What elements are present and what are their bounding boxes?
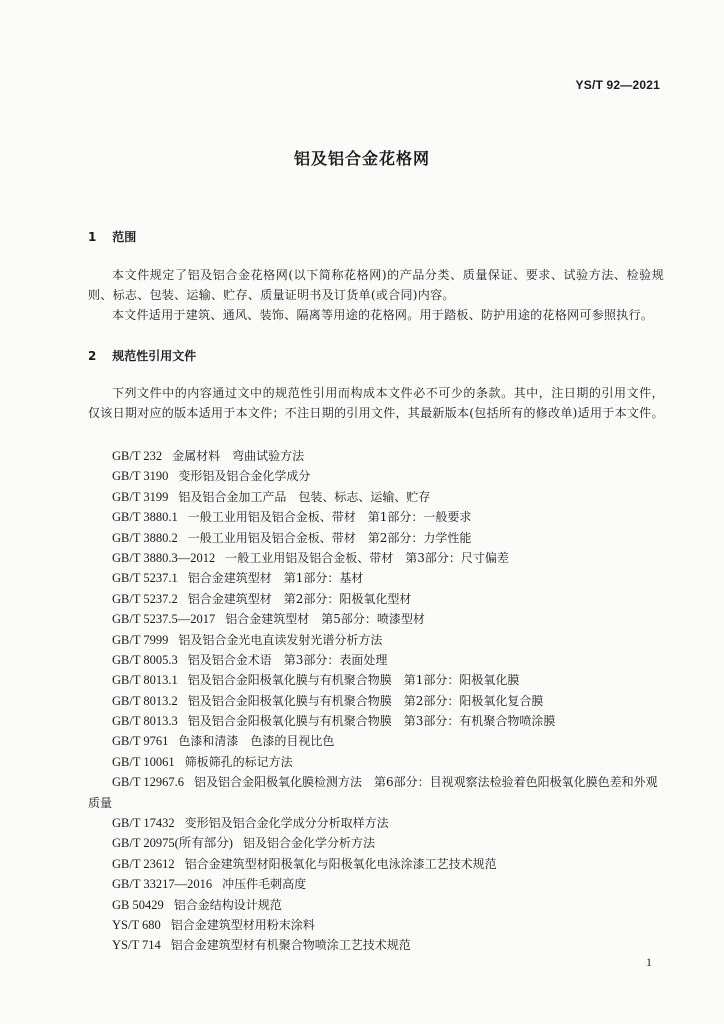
reference-title: 铝合金建筑型材阳极氧化与阳极氧化电泳涂漆工艺技术规范 xyxy=(184,856,497,871)
reference-code: GB/T 12967.6 xyxy=(112,775,184,790)
section-title: 规范性引用文件 xyxy=(112,349,197,363)
reference-code: GB/T 5237.5—2017 xyxy=(112,612,216,627)
reference-code: GB/T 9761 xyxy=(112,734,169,749)
reference-item xyxy=(88,731,664,751)
reference-title: 铝及铝合金术语 第3部分：表面处理 xyxy=(187,652,388,667)
reference-code: GB/T 5237.2 xyxy=(112,591,178,606)
reference-code: GB 50429 xyxy=(112,897,164,912)
reference-title: 色漆和清漆 色漆的目视比色 xyxy=(178,734,335,749)
reference-code: GB/T 8005.3 xyxy=(112,652,178,667)
reference-code: GB/T 8013.3 xyxy=(112,714,178,729)
reference-code: GB/T 3190 xyxy=(112,469,169,484)
intro-paragraph: 下列文件中的内容通过文中的规范性引用而构成本文件必不可少的条款。其中，注日期的引用文件，仅该日期对应的版本适用于本文件；不注日期的引用文件，其最新版本(包括所有的修改单)适用于本文件。 xyxy=(88,386,664,420)
reference-item xyxy=(88,507,664,527)
reference-item xyxy=(88,833,664,853)
reference-title: 铝及铝合金阳极氧化膜检测方法 第6部分：目视观察法检验着色阳极氧化膜色差和外观质量 xyxy=(88,775,658,810)
reference-title: 金属材料 弯曲试验方法 xyxy=(172,449,305,463)
reference-title: 变形铝及铝合金化学成分分析取样方法 xyxy=(184,816,389,831)
reference-code: GB/T 3880.3—2012 xyxy=(112,550,216,565)
reference-item xyxy=(88,895,664,915)
section-title: 范围 xyxy=(112,230,137,244)
reference-item xyxy=(88,711,664,731)
document-code: YS/T 92—2021 xyxy=(575,78,660,92)
reference-list xyxy=(88,446,664,956)
scope-paragraphs xyxy=(88,265,664,325)
reference-code: GB/T 5237.1 xyxy=(112,571,178,586)
references-intro xyxy=(88,383,664,423)
reference-item xyxy=(88,466,664,486)
reference-item xyxy=(88,874,664,894)
reference-item xyxy=(88,589,664,609)
section-number: 2 xyxy=(88,349,97,363)
reference-title: 铝及铝合金阳极氧化膜与有机聚合物膜 第2部分：阳极氧化复合膜 xyxy=(187,693,544,708)
reference-title: 铝及铝合金阳极氧化膜与有机聚合物膜 第1部分：阳极氧化膜 xyxy=(187,673,520,688)
reference-item xyxy=(88,752,664,772)
reference-title: 铝合金结构设计规范 xyxy=(173,897,282,912)
reference-title: 铝及铝合金加工产品 包装、标志、运输、贮存 xyxy=(178,489,431,504)
reference-code: GB/T 10061 xyxy=(112,754,175,769)
reference-item xyxy=(88,691,664,711)
reference-item xyxy=(88,487,664,507)
reference-item xyxy=(88,548,664,568)
reference-item xyxy=(88,446,664,466)
reference-code: GB/T 7999 xyxy=(112,632,169,647)
reference-title: 铝及铝合金化学分析方法 xyxy=(242,836,375,851)
reference-title: 铝合金建筑型材 第1部分：基材 xyxy=(187,571,364,586)
reference-code: GB/T 232 xyxy=(112,449,163,463)
reference-item xyxy=(88,609,664,629)
reference-code: GB/T 17432 xyxy=(112,816,175,831)
reference-title: 一般工业用铝及铝合金板、带材 第2部分：力学性能 xyxy=(187,530,472,545)
reference-title: 一般工业用铝及铝合金板、带材 第1部分：一般要求 xyxy=(187,510,472,525)
section-number: 1 xyxy=(88,230,97,244)
reference-code: GB/T 3880.1 xyxy=(112,510,178,525)
reference-title: 铝合金建筑型材 第5部分：喷漆型材 xyxy=(225,612,425,627)
reference-title: 铝合金建筑型材用粉末涂料 xyxy=(170,918,315,933)
reference-code: GB/T 3880.2 xyxy=(112,530,178,545)
reference-item xyxy=(88,650,664,670)
reference-code: GB/T 23612 xyxy=(112,856,175,871)
reference-item xyxy=(88,854,664,874)
reference-title: 铝合金建筑型材 第2部分：阳极氧化型材 xyxy=(187,591,412,606)
reference-code: YS/T 680 xyxy=(112,918,161,933)
reference-code: GB/T 20975(所有部分) xyxy=(112,836,233,851)
reference-code: GB/T 3199 xyxy=(112,489,169,504)
reference-title: 变形铝及铝合金化学成分 xyxy=(178,469,311,484)
reference-item xyxy=(88,528,664,548)
reference-title: 一般工业用铝及铝合金板、带材 第3部分：尺寸偏差 xyxy=(225,550,509,565)
reference-title: 冲压件毛刺高度 xyxy=(222,877,307,892)
document-title: 铝及铝合金花格网 xyxy=(293,149,430,168)
reference-item xyxy=(88,935,664,955)
scope-paragraph-1: 本文件规定了铝及铝合金花格网(以下简称花格网)的产品分类、质量保证、要求、试验方法、检验规则、标志、包装、运输、贮存、质量证明书及订货单(或合同)内容。 xyxy=(88,268,664,302)
reference-item xyxy=(88,915,664,935)
reference-code: YS/T 714 xyxy=(112,938,161,953)
reference-item xyxy=(88,568,664,588)
reference-code: GB/T 8013.1 xyxy=(112,673,178,688)
reference-title: 铝及铝合金光电直读发射光谱分析方法 xyxy=(178,632,383,647)
reference-item xyxy=(88,813,664,833)
scope-paragraph-2: 本文件适用于建筑、通风、装饰、隔离等用途的花格网。用于踏板、防护用途的花格网可参照执行。 xyxy=(112,308,654,322)
reference-item xyxy=(88,630,664,650)
reference-item xyxy=(88,772,664,813)
reference-title: 筛板筛孔的标记方法 xyxy=(184,754,293,769)
page-number: 1 xyxy=(646,955,652,969)
reference-item xyxy=(88,670,664,690)
reference-code: GB/T 8013.2 xyxy=(112,693,178,708)
reference-title: 铝合金建筑型材有机聚合物喷涂工艺技术规范 xyxy=(170,938,411,953)
reference-title: 铝及铝合金阳极氧化膜与有机聚合物膜 第3部分：有机聚合物喷涂膜 xyxy=(187,714,556,729)
reference-code: GB/T 33217—2016 xyxy=(112,877,213,892)
section-1-heading xyxy=(88,228,136,245)
section-2-heading xyxy=(88,347,196,364)
